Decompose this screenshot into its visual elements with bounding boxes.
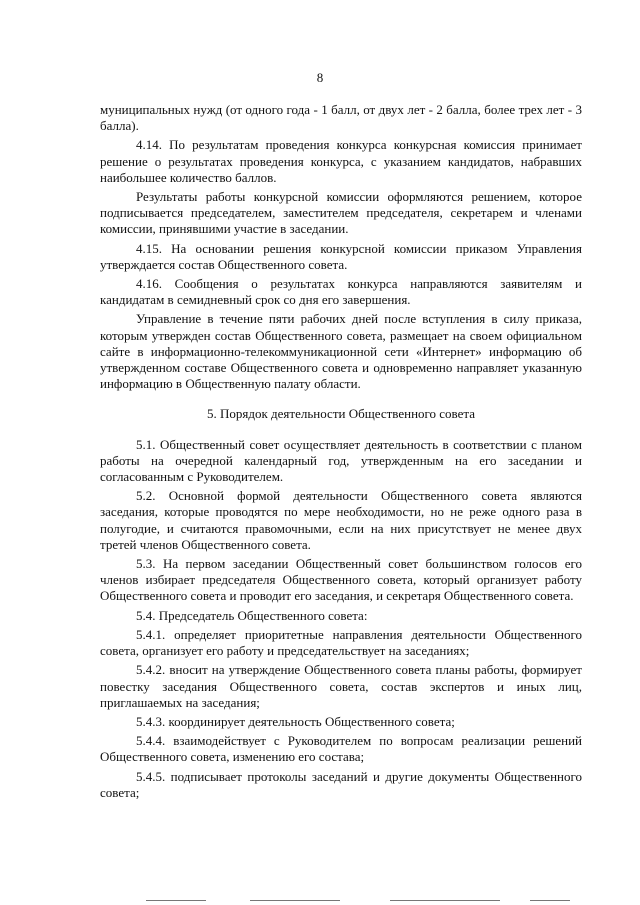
scan-artifact (390, 900, 500, 901)
paragraph: 5.4.2. вносит на утверждение Общественного совета планы работы, формирует повестку заседания Общественного совета, состав экспертов и иных лиц, приглашаемых на заседания; (100, 662, 582, 710)
paragraph: 5.4.5. подписывает протоколы заседаний и другие документы Общественного совета; (100, 768, 582, 800)
paragraph: 5.1. Общественный совет осуществляет деятельность в соответствии с планом работы на очередной календарный год, утвержденным на его заседании и согласованным с Руководителем. (100, 436, 582, 485)
section-heading: 5. Порядок деятельности Общественного совета (207, 406, 475, 422)
paragraph: 4.14. По результатам проведения конкурса конкурсная комиссия принимает решение о результатах проведения конкурса, с указанием кандидатов, набравших наибольшее количество баллов. (100, 137, 582, 185)
paragraph: Результаты работы конкурсной комиссии оформляются решением, которое подписывается председателем, заместителем председателя, секретарем и членами комиссии, принявшими участие в заседании. (100, 189, 582, 237)
paragraphs-before-section (100, 102, 582, 392)
page-number: 8 (316, 70, 324, 85)
paragraph: 5.4.3. координирует деятельность Общественного совета; (136, 713, 455, 729)
paragraph: 4.15. На основании решения конкурсной комиссии приказом Управления утверждается состав Общественного совета. (100, 240, 582, 272)
scan-artifact (146, 900, 206, 901)
paragraph: 5.3. На первом заседании Общественный совет большинством голосов его членов избирает председателя Общественного совета, который организует работу Общественного совета и проводит его заседания, и секретаря Общественного совета. (100, 556, 582, 604)
paragraph: 5.4. Председатель Общественного совета: (136, 607, 368, 623)
paragraphs-after-section (100, 437, 582, 801)
paragraph: 5.2. Основной формой деятельности Общественного совета являются заседания, которые проводятся по мере необходимости, но не реже одного раза в полугодие, и считаются правомочными, если на них присутствует не менее двух третей членов Общественного совета. (100, 488, 582, 552)
paragraph: Управление в течение пяти рабочих дней после вступления в силу приказа, которым утвержден состав Общественного совета, размещает на своем официальном сайте в информационно-телекоммуникационной сети «Интернет» информацию об утвержденном составе Общественного совета и одновременно направляет указанную информацию в Общественную палату области. (100, 311, 582, 392)
paragraph: 5.4.1. определяет приоритетные направления деятельности Общественного совета, организует его работу и председательствует на заседаниях; (100, 626, 582, 659)
scan-artifact (530, 900, 570, 901)
scan-artifact (250, 900, 340, 901)
paragraph: 4.16. Сообщения о результатах конкурса направляются заявителям и кандидатам в семидневный срок со дня его завершения. (100, 276, 582, 308)
paragraph: муниципальных нужд (от одного года - 1 балл, от двух лет - 2 балла, более трех лет - 3 балла). (100, 102, 582, 134)
paragraph: 5.4.4. взаимодействует с Руководителем по вопросам реализации решений Общественного совета, изменению его состава; (100, 733, 582, 765)
document-body (100, 102, 582, 801)
